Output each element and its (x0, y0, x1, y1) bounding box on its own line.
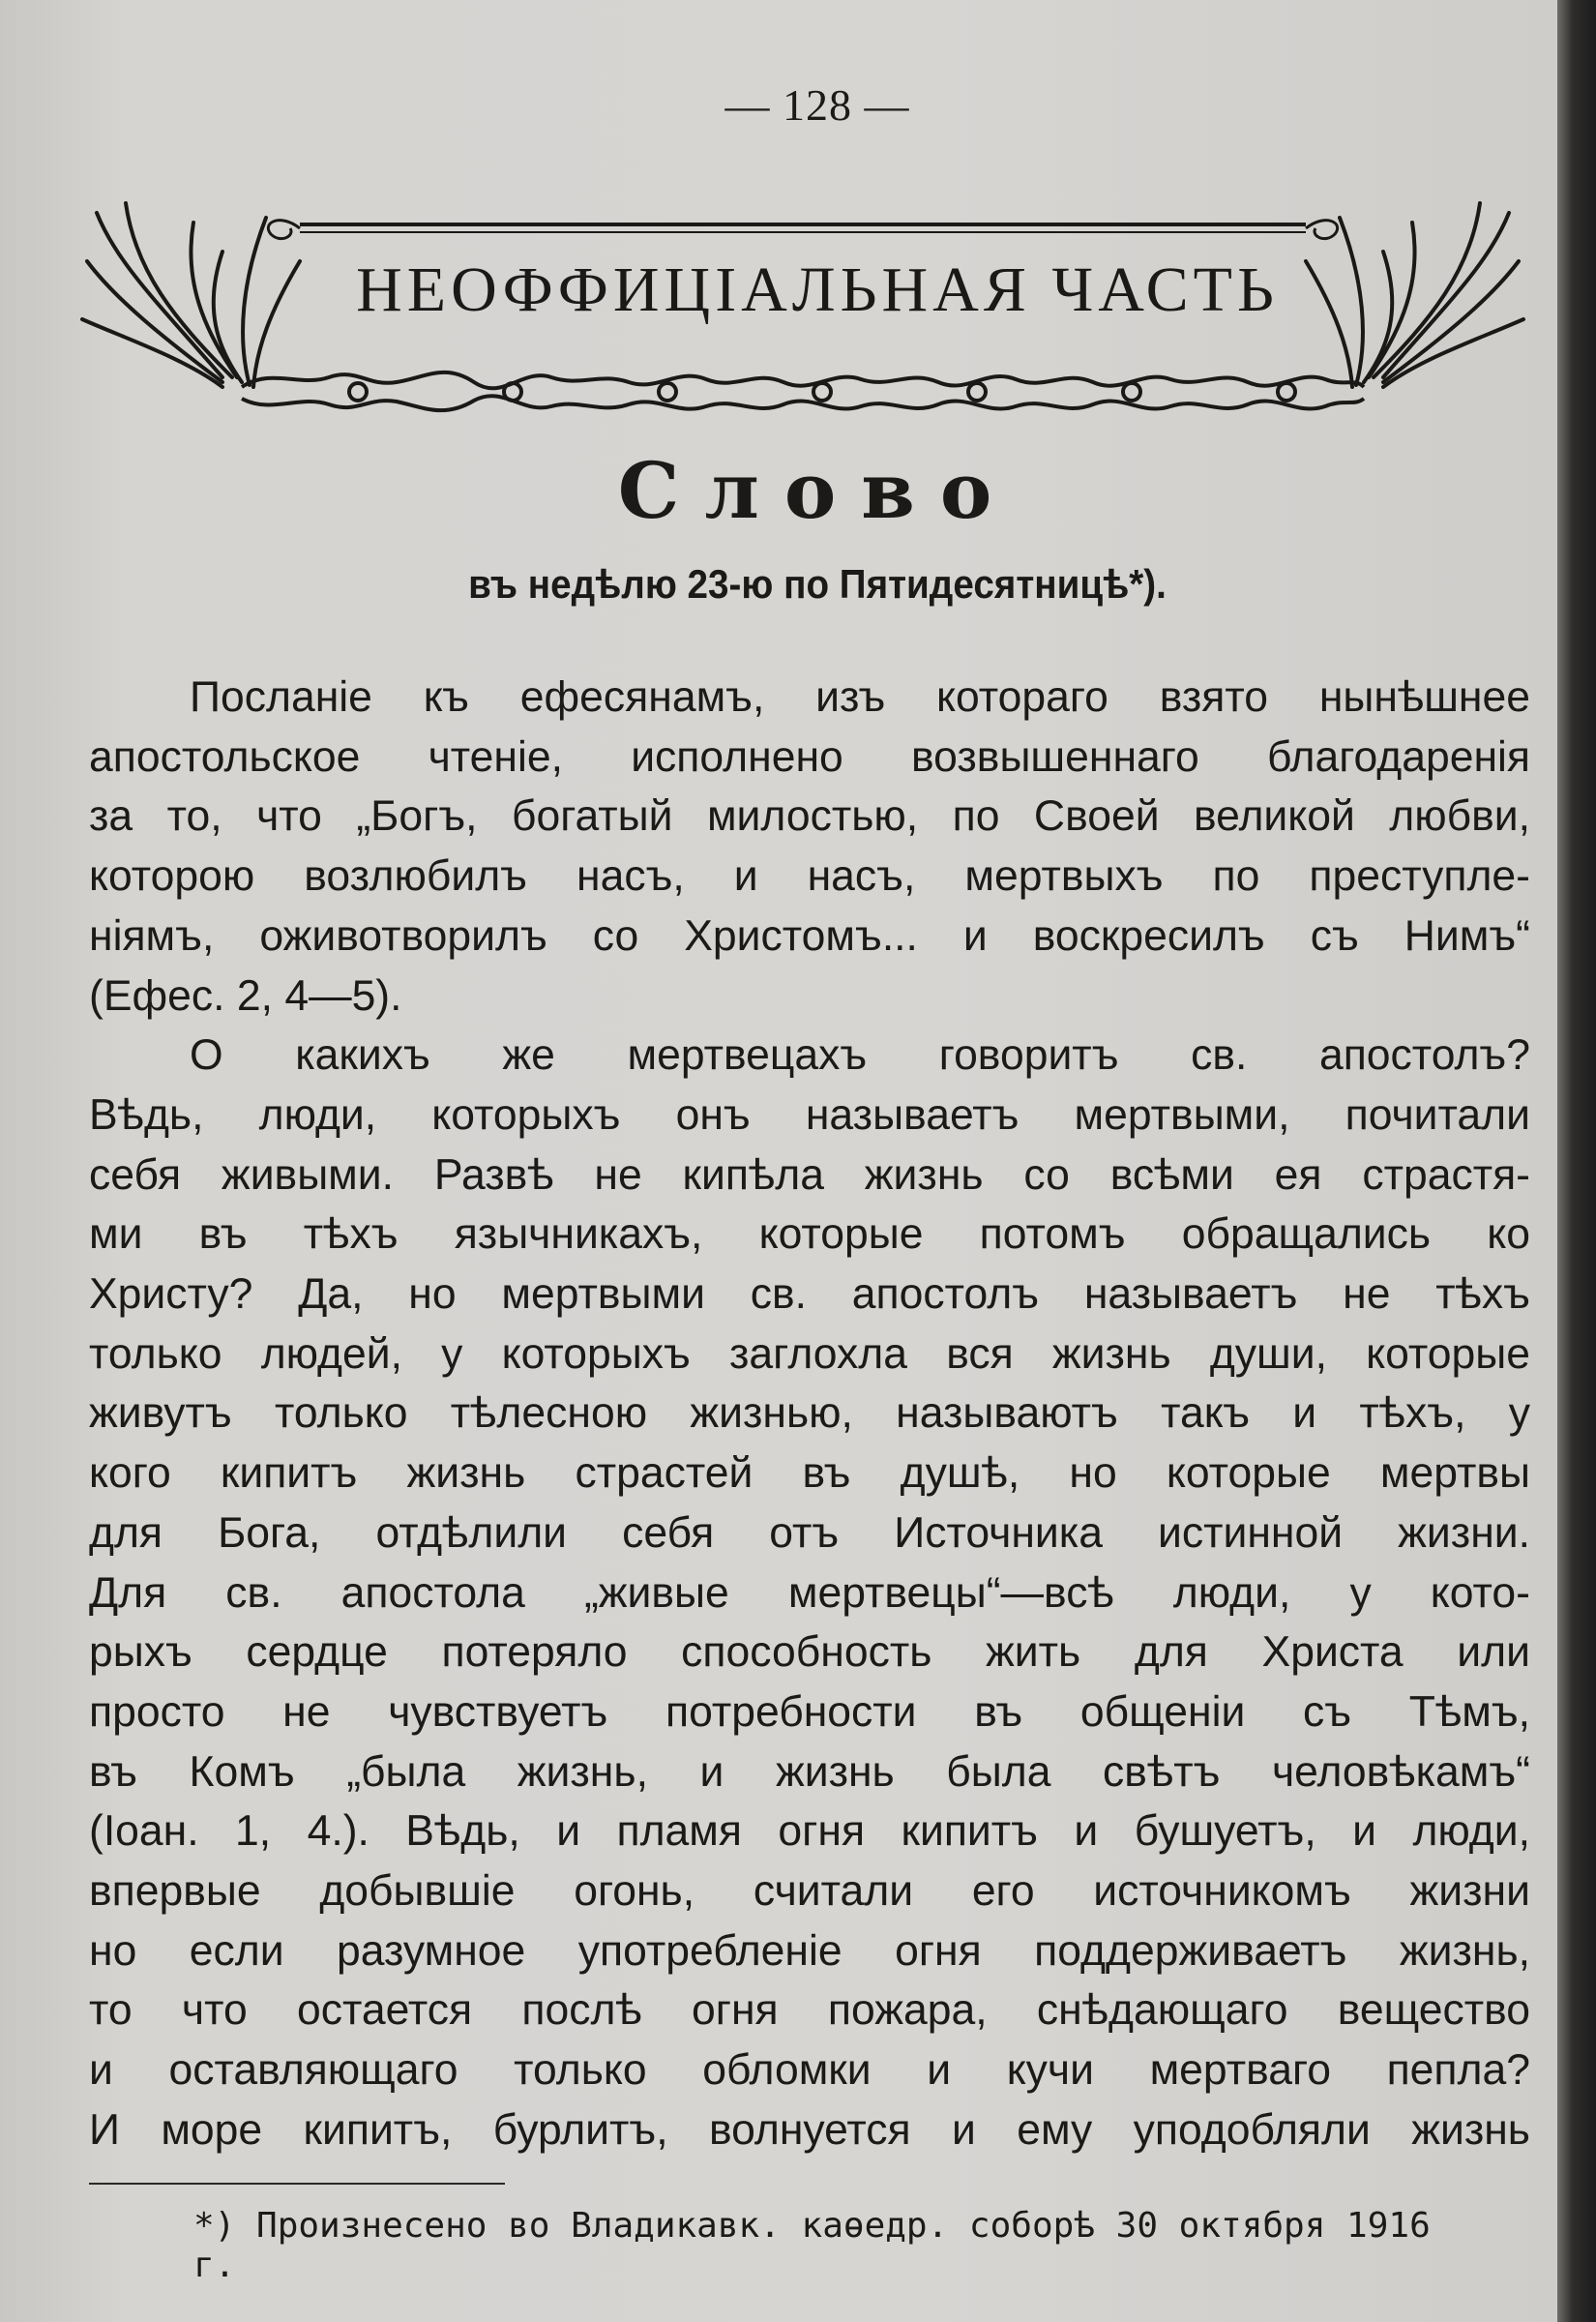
text-line: впервые добывшіе огонь, считали его источникомъ жизни (89, 1867, 1530, 1916)
text-line: просто не чувствуетъ потребности въ общеніи съ Тѣмъ, (89, 1687, 1530, 1736)
text-line: то что остается послѣ огня пожара, снѣдающаго вещество (89, 1986, 1530, 2035)
text-line: себя живыми. Развѣ не кипѣла жизнь со всѣми ея страстя- (89, 1150, 1530, 1199)
text-line: только людей, у которыхъ заглохла вся жизнь души, которые (89, 1329, 1530, 1378)
text-line: И море кипитъ, бурлитъ, волнуется и ему уподобляли жизнь (89, 2105, 1530, 2154)
text-line: О какихъ же мертвецахъ говоритъ св. апостолъ? (190, 1031, 1530, 1080)
page-number: — 128 — (724, 80, 910, 130)
bottom-scroll-band (242, 372, 1364, 410)
text-line: но если разумное употребленіе огня поддерживаетъ жизнь, (89, 1926, 1530, 1975)
text-line: и оставляющаго только обломки и кучи мертваго пепла? (89, 2046, 1530, 2095)
book-spine-edge (1557, 0, 1596, 2322)
text-line: (Іоан. 1, 4.). Вѣдь, и пламя огня кипитъ и бушуетъ, и люди, (89, 1807, 1530, 1856)
text-line: (Ефес. 2, 4—5). (89, 971, 402, 1020)
text-line: за то, что „Богъ, богатый милостью, по Своей великой любви, (89, 792, 1530, 841)
text-line: кого кипитъ жизнь страстей въ душѣ, но которые мертвы (89, 1449, 1530, 1498)
text-line: рыхъ сердце потеряло способность жить для Христа или (89, 1628, 1530, 1677)
text-line: Для св. апостола „живые мертвецы“—всѣ люди, у кото- (89, 1568, 1530, 1617)
section-title: НЕОФФИЦІАЛЬНАЯ ЧАСТЬ (356, 254, 1279, 325)
sermon-body (89, 668, 1530, 2160)
sermon-subtitle: въ недѣлю 23-ю по Пятидесятницѣ*). (468, 561, 1167, 607)
top-rule (268, 221, 1337, 239)
sermon-title: Слово (617, 445, 1018, 536)
text-line: Посланіе къ ефесянамъ, изъ котораго взято нынѣшнее (190, 673, 1530, 721)
text-line: которою возлюбилъ насъ, и насъ, мертвыхъ по преступле- (89, 852, 1530, 901)
text-line: для Бога, отдѣлили себя отъ Источника истинной жизни. (89, 1508, 1530, 1557)
text-line: Христу? Да, но мертвыми св. апостолъ называетъ не тѣхъ (89, 1270, 1530, 1319)
footnote: *) Произнесено во Владикавк. каѳедр. соборѣ 30 октября 1916 г. (193, 2206, 1431, 2285)
footnote-divider (89, 2183, 505, 2185)
text-line: живутъ только тѣлесною жизнью, называютъ такъ и тѣхъ, у (89, 1389, 1530, 1438)
text-line: апостольское чтеніе, исполнено возвышеннаго благодаренія (89, 732, 1530, 781)
text-line: въ Комъ „была жизнь, и жизнь была свѣтъ человѣкамъ“ (89, 1747, 1530, 1796)
text-line: ніямъ, оживотворилъ со Христомъ... и воскресилъ съ Нимъ“ (89, 911, 1530, 960)
text-line: ми въ тѣхъ язычникахъ, которые потомъ обращались ко (89, 1210, 1530, 1259)
text-line: Вѣдь, люди, которыхъ онъ называетъ мертвыми, почитали (89, 1090, 1530, 1139)
